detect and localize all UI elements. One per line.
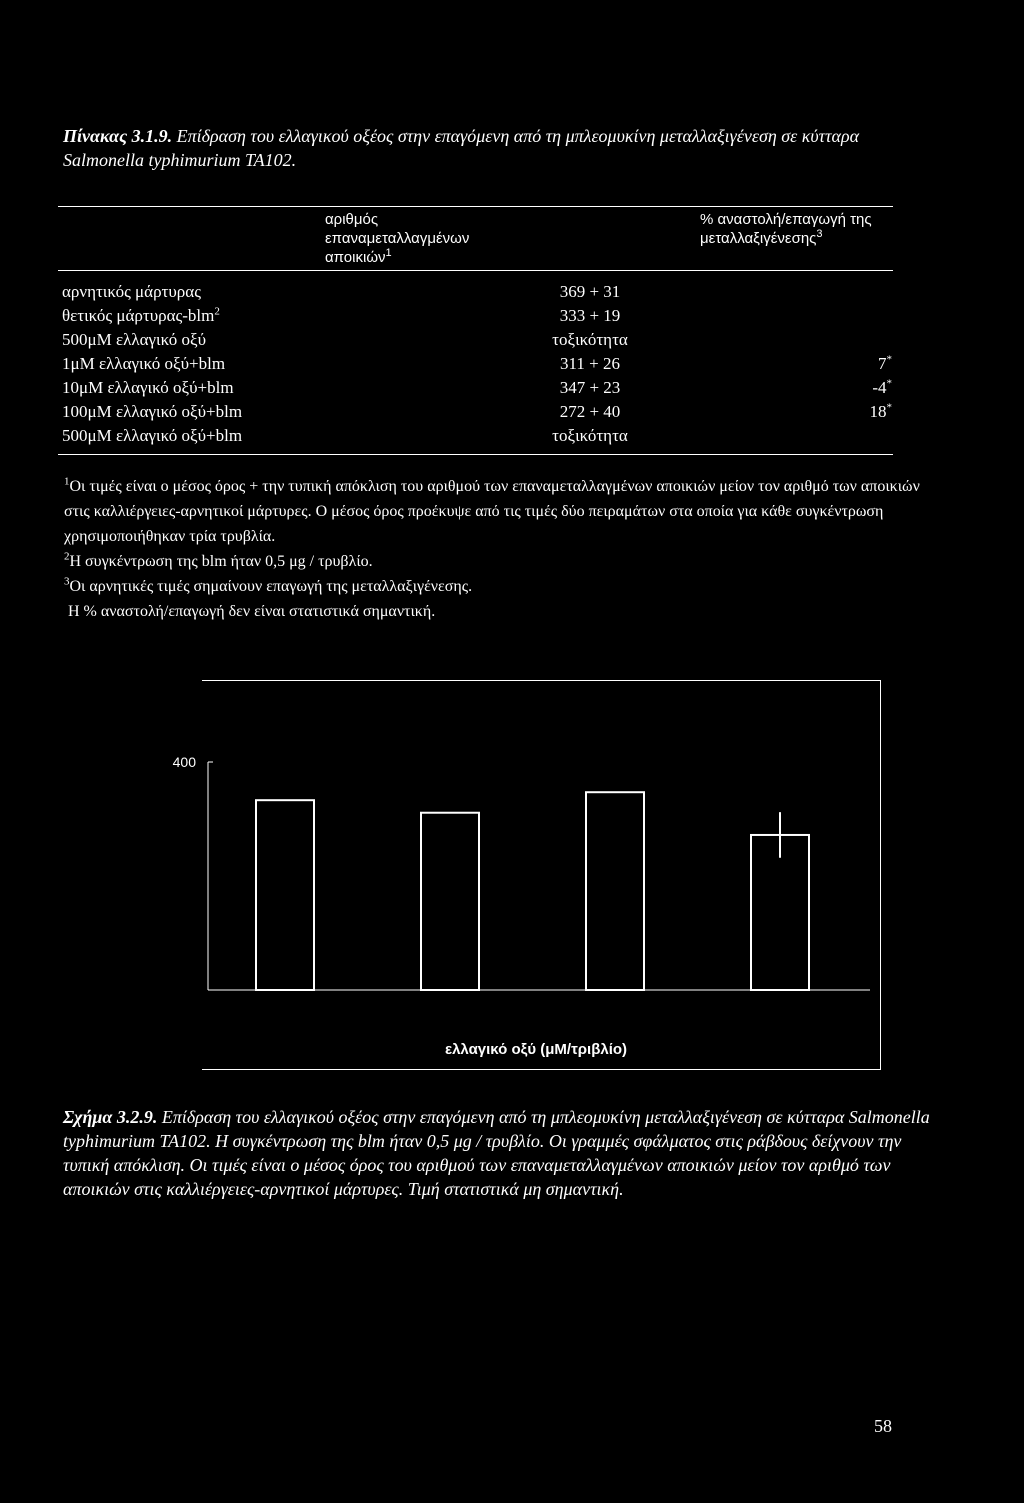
row-name-sup: 2 <box>214 305 220 318</box>
row-value: 333 + 19 <box>559 306 621 325</box>
figure-caption <box>63 1105 943 1201</box>
note <box>64 574 924 599</box>
note-text: Οι τιμές είναι ο μέσος όρος + την τυπική απόκλιση του αριθμού των επαναμεταλλαγμένων αποικιών μείον τον αριθμό των αποικιών στις καλλιέργειες-αρνητικοί μάρτυρες. Ο μέσος όρος προέκυψε από τις τιμές δύο πειραμάτων στα οποία για κάθε συγκέντρωση χρησιμοποιήθηκαν τρία τρυβλία. <box>64 478 920 545</box>
row-value: τοξικότητα <box>552 426 628 445</box>
bar <box>421 813 479 990</box>
row-name <box>62 354 225 374</box>
row-name <box>62 378 234 398</box>
row-pct-sup: * <box>886 353 892 366</box>
row-pct <box>878 354 892 374</box>
row-pct <box>870 402 893 422</box>
row-name-text: αρνητικός μάρτυρας <box>62 282 201 301</box>
col-header-1-sup: 1 <box>385 247 392 259</box>
row-name-text: 10μΜ ελλαγικό οξύ+blm <box>62 378 234 397</box>
table-top-rule <box>58 206 893 207</box>
y-tick-label: 400 <box>172 754 196 770</box>
note <box>64 474 924 549</box>
row-value: τοξικότητα <box>552 330 628 349</box>
bar <box>256 800 314 990</box>
row-name <box>62 426 242 446</box>
row-pct-text: 18 <box>869 402 887 421</box>
table-header-rule <box>58 270 893 271</box>
row-name <box>62 282 201 302</box>
row-name-text: 1μΜ ελλαγικό οξύ+blm <box>62 354 226 373</box>
table-col-header-colonies <box>325 210 525 267</box>
row-pct-sup: * <box>886 377 892 390</box>
table-row <box>0 282 1024 306</box>
row-value: 369 + 31 <box>559 282 621 301</box>
table-caption-text: Επίδραση του ελλαγικού οξέος στην επαγόμενη από τη μπλεομυκίνη μεταλλαξιγένεση σε κύτταρα Salmonella typhimurium TA102. <box>63 126 860 170</box>
table-col-header-inhibition <box>700 210 890 248</box>
bar <box>751 835 809 990</box>
row-pct <box>872 378 892 398</box>
figure-caption-label: Σχήμα 3.2.9. <box>63 1107 158 1127</box>
x-axis-label: ελλαγικό οξύ (μΜ/τριβλίο) <box>444 1041 628 1058</box>
row-value: 272 + 40 <box>559 402 621 421</box>
row-name-text: 100μΜ ελλαγικό οξύ+blm <box>62 402 243 421</box>
page-number: 58 <box>874 1416 892 1436</box>
table-row <box>0 330 1024 354</box>
table-row <box>0 426 1024 450</box>
note-text: Η συγκέντρωση της blm ήταν 0,5 μg / τρυβλίο. <box>69 553 373 570</box>
row-name <box>62 402 242 422</box>
note <box>64 549 924 574</box>
bar-chart <box>150 740 890 1060</box>
row-name <box>62 330 206 350</box>
col-header-2-sup: 3 <box>816 228 823 240</box>
row-name-text: 500μΜ ελλαγικό οξύ <box>62 330 207 349</box>
row-value: 311 + 26 <box>560 354 620 373</box>
note-text: Οι αρνητικές τιμές σημαίνουν επαγωγή της μεταλλαξιγένεσης. <box>69 578 473 595</box>
note-sup: 3 <box>64 575 70 588</box>
col-header-2-text: % αναστολή/επαγωγή της μεταλλαξιγένεσης <box>700 211 872 247</box>
row-value: 347 + 23 <box>559 378 621 397</box>
chart-bars <box>256 792 809 990</box>
table-row <box>0 354 1024 378</box>
table-caption <box>63 124 943 172</box>
table-row <box>0 402 1024 426</box>
table-notes <box>64 474 924 624</box>
row-pct-text: -4 <box>872 378 887 397</box>
table-caption-label: Πίνακας 3.1.9. <box>63 126 173 146</box>
row-pct-sup: * <box>886 401 892 414</box>
row-name-text: θετικός μάρτυρας-blm <box>62 306 215 325</box>
figure-caption-text: Επίδραση του ελλαγικού οξέος στην επαγόμενη από τη μπλεομυκίνη μεταλλαξιγένεση σε κύτταρα Salmonella typhimurium TA102. Η συγκέντρωση της blm ήταν 0,5 μg / τρυβλίο. Οι γραμμές σφάλματος στις ράβδους δείχνουν την τυπική απόκλιση. Οι τιμές είναι ο μέσος όρος του αριθμού των επαναμεταλλαγμένων αποικιών μείον τον αριθμό των αποικιών στις καλλιέργειες-αρνητικοί μάρτυρες. Τιμή στατιστικά μη σημαντική. <box>63 1107 930 1199</box>
row-pct-text: 7 <box>878 354 887 373</box>
note <box>64 599 924 624</box>
table-bottom-rule <box>58 454 893 455</box>
note-sup: 2 <box>64 550 70 563</box>
table-row <box>0 378 1024 402</box>
note-text: Η % αναστολή/επαγωγή δεν είναι στατιστικά σημαντική. <box>68 603 436 620</box>
table-row <box>0 306 1024 330</box>
row-name-text: 500μΜ ελλαγικό οξύ+blm <box>62 426 243 445</box>
row-name <box>62 306 220 326</box>
note-sup: 1 <box>64 475 70 488</box>
bar <box>586 792 644 990</box>
col-header-1-text: αριθμός επαναμεταλλαγμένων αποικιών <box>325 211 470 266</box>
